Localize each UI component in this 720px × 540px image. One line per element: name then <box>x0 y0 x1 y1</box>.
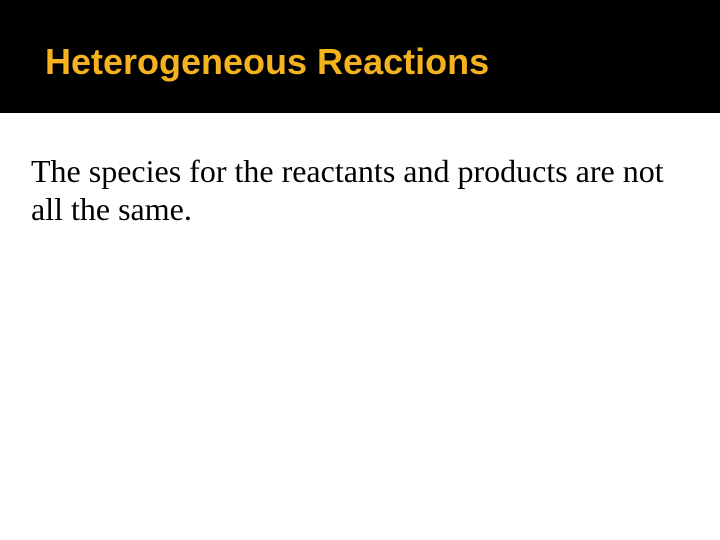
slide-body-text: The species for the reactants and products are not all the same. <box>31 153 664 227</box>
slide-title: Heterogeneous Reactions <box>45 41 490 82</box>
title-bar <box>0 0 720 113</box>
